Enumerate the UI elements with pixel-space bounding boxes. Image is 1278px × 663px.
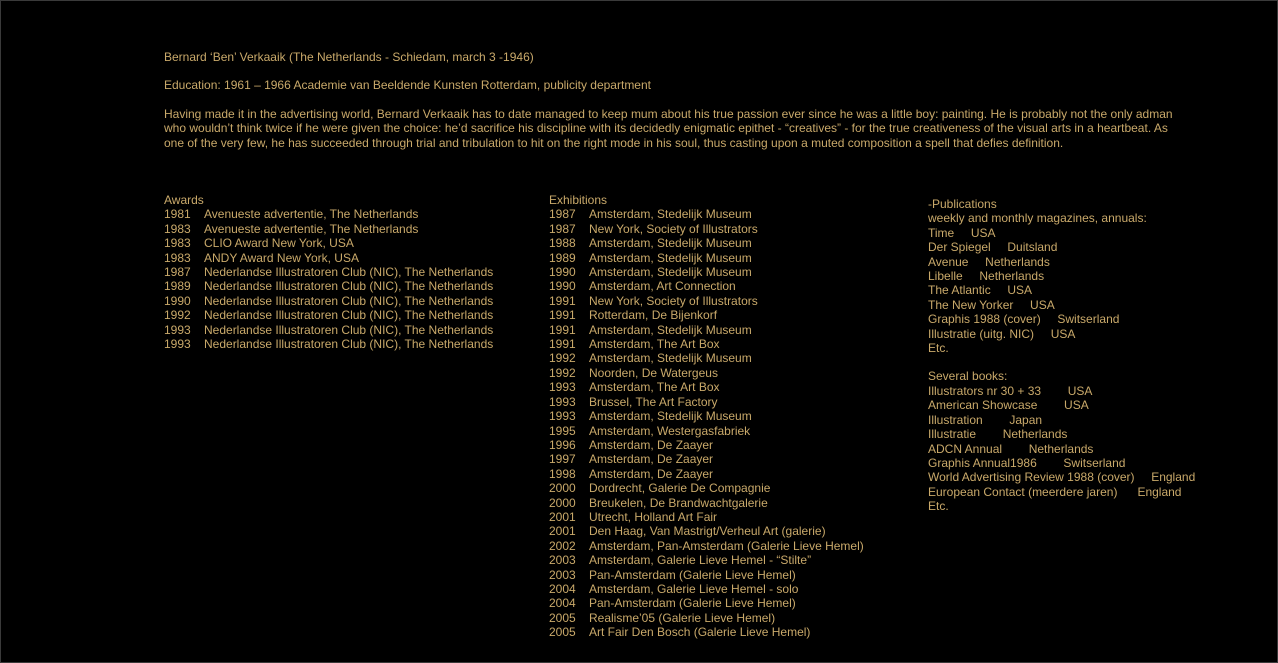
book-item: ADCN Annual Netherlands [928, 441, 1094, 456]
exhibition-row [549, 337, 864, 351]
exhibition-year: 2005 [549, 610, 576, 625]
artist-title: Bernard ‘Ben’ Verkaaik (The Netherlands - Schiedam, march 3 -1946) [164, 50, 534, 64]
exhibition-year: 2001 [549, 524, 576, 539]
award-row [164, 207, 493, 221]
exhibition-text: Utrecht, Holland Art Fair [589, 509, 718, 524]
award-text: Nederlandse Illustratoren Club (NIC), The Netherlands [204, 293, 494, 308]
exhibition-row [549, 553, 864, 567]
exhibition-year: 1995 [549, 423, 576, 438]
exhibition-text: Den Haag, Van Mastrigt/Verheul Art (galerie) [589, 524, 826, 539]
exhibition-text: Amsterdam, De Zaayer [589, 452, 714, 467]
exhibition-row [549, 265, 864, 279]
exhibitions-heading: Exhibitions [549, 193, 608, 207]
exhibition-row [549, 424, 864, 438]
exhibition-year: 1987 [549, 221, 576, 236]
award-year: 1993 [164, 337, 191, 352]
exhibition-text: Amsterdam, Stedelijk Museum [589, 265, 752, 280]
exhibition-row [549, 496, 864, 510]
exhibition-year: 1990 [549, 279, 576, 294]
exhibition-year: 1996 [549, 437, 576, 452]
exhibition-year: 2003 [549, 553, 576, 568]
exhibition-text: Breukelen, De Brandwachtgalerie [589, 495, 768, 510]
exhibition-year: 1997 [549, 452, 576, 467]
award-text: Nederlandse Illustratoren Club (NIC), The Netherlands [204, 337, 494, 352]
book-item: World Advertising Review 1988 (cover) England [928, 470, 1196, 485]
education-line: Education: 1961 – 1966 Academie van Beeldende Kunsten Rotterdam, publicity department [164, 78, 651, 93]
exhibition-row [549, 294, 864, 308]
exhibition-text: Amsterdam, Stedelijk Museum [589, 207, 752, 222]
exhibition-row [549, 539, 864, 553]
award-year: 1983 [164, 250, 191, 265]
exhibition-text: Pan-Amsterdam (Galerie Lieve Hemel) [589, 567, 796, 582]
magazine-item: The New Yorker USA [928, 297, 1055, 312]
publications-column [928, 197, 1195, 514]
award-row [164, 337, 493, 351]
awards-column [164, 193, 493, 351]
exhibition-row [549, 467, 864, 481]
exhibition-year: 2000 [549, 495, 576, 510]
book-item: Illustration Japan [928, 412, 1043, 427]
book-item: American Showcase USA [928, 398, 1089, 413]
award-row [164, 222, 493, 236]
exhibition-year: 1991 [549, 337, 576, 352]
exhibition-row [549, 611, 864, 625]
exhibition-text: New York, Society of Illustrators [589, 293, 758, 308]
exhibition-row [549, 596, 864, 610]
award-year: 1983 [164, 221, 191, 236]
exhibition-text: New York, Society of Illustrators [589, 221, 758, 236]
exhibitions-column [549, 193, 864, 640]
exhibition-year: 1990 [549, 265, 576, 280]
book-item: Graphis Annual1986 Switserland [928, 455, 1126, 470]
award-text: Avenueste advertentie, The Netherlands [204, 221, 419, 236]
magazine-item: Illustratie (uitg. NIC) USA [928, 326, 1076, 341]
exhibition-row [549, 351, 864, 365]
magazine-item: The Atlantic USA [928, 283, 1033, 298]
award-text: Avenueste advertentie, The Netherlands [204, 207, 419, 222]
exhibition-row [549, 452, 864, 466]
exhibition-year: 2004 [549, 581, 576, 596]
exhibition-text: Rotterdam, De Bijenkorf [589, 308, 718, 323]
exhibition-year: 1991 [549, 293, 576, 308]
exhibition-row [549, 251, 864, 265]
exhibition-year: 1991 [549, 308, 576, 323]
exhibition-year: 1989 [549, 250, 576, 265]
exhibition-year: 1993 [549, 394, 576, 409]
award-year: 1983 [164, 236, 191, 251]
exhibition-text: Amsterdam, Pan-Amsterdam (Galerie Lieve Hemel) [589, 538, 864, 553]
award-year: 1992 [164, 308, 191, 323]
exhibition-year: 2001 [549, 509, 576, 524]
magazine-item: Der Spiegel Duitsland [928, 240, 1058, 255]
exhibition-year: 1992 [549, 365, 576, 380]
exhibition-text: Amsterdam, De Zaayer [589, 466, 714, 481]
exhibition-text: Amsterdam, The Art Box [589, 380, 720, 395]
books-list [928, 384, 1195, 514]
award-text: Nederlandse Illustratoren Club (NIC), The Netherlands [204, 322, 494, 337]
exhibition-year: 1993 [549, 380, 576, 395]
exhibition-text: Noorden, De Watergeus [589, 365, 718, 380]
awards-list [164, 207, 493, 351]
exhibition-year: 1993 [549, 409, 576, 424]
award-text: Nederlandse Illustratoren Club (NIC), The Netherlands [204, 265, 494, 280]
award-text: CLIO Award New York, USA [204, 236, 354, 251]
exhibition-row [549, 438, 864, 452]
exhibition-row [549, 366, 864, 380]
award-row [164, 236, 493, 250]
exhibition-text: Amsterdam, Galerie Lieve Hemel - solo [589, 581, 799, 596]
magazines-list [928, 226, 1195, 356]
exhibition-year: 1991 [549, 322, 576, 337]
exhibition-year: 1988 [549, 236, 576, 251]
exhibitions-list [549, 207, 864, 639]
exhibition-text: Amsterdam, Stedelijk Museum [589, 322, 752, 337]
book-item: European Contact (meerdere jaren) England [928, 484, 1182, 499]
exhibition-year: 2005 [549, 625, 576, 640]
books-heading: Several books: [928, 369, 1008, 384]
award-row [164, 251, 493, 265]
magazine-item: Etc. [928, 341, 949, 356]
exhibition-row [549, 481, 864, 495]
award-row [164, 323, 493, 337]
book-item: Illustrators nr 30 + 33 USA [928, 383, 1093, 398]
exhibition-row [549, 222, 864, 236]
exhibition-text: Amsterdam, Art Connection [589, 279, 736, 294]
exhibition-row [549, 207, 864, 221]
award-row [164, 279, 493, 293]
exhibition-year: 2000 [549, 481, 576, 496]
magazine-item: Libelle Netherlands [928, 269, 1045, 284]
book-item: Etc. [928, 499, 949, 514]
magazine-item: Avenue Netherlands [928, 254, 1050, 269]
exhibition-row [549, 395, 864, 409]
award-year: 1990 [164, 293, 191, 308]
award-text: ANDY Award New York, USA [204, 250, 359, 265]
exhibition-row [549, 568, 864, 582]
exhibition-row [549, 308, 864, 322]
exhibition-text: Realisme’05 (Galerie Lieve Hemel) [589, 610, 776, 625]
award-year: 1989 [164, 279, 191, 294]
exhibition-year: 2004 [549, 596, 576, 611]
exhibition-year: 1992 [549, 351, 576, 366]
award-row [164, 265, 493, 279]
exhibition-year: 1987 [549, 207, 576, 222]
exhibition-year: 1998 [549, 466, 576, 481]
awards-heading: Awards [164, 193, 204, 207]
exhibition-text: Amsterdam, Stedelijk Museum [589, 250, 752, 265]
exhibition-year: 2003 [549, 567, 576, 582]
bio-section [164, 50, 1204, 150]
award-text: Nederlandse Illustratoren Club (NIC), The Netherlands [204, 279, 494, 294]
exhibition-row [549, 625, 864, 639]
exhibition-text: Amsterdam, De Zaayer [589, 437, 714, 452]
exhibition-row [549, 409, 864, 423]
exhibition-row [549, 279, 864, 293]
exhibition-row [549, 510, 864, 524]
bio-paragraph: Having made it in the advertising world, Bernard Verkaaik has to date managed to keep mum about his true passion ever since he was a little boy: painting. He is probably not the only adman who wouldn’t think twice if he were given the choice: he’d sacrifice his discipline with its decidedly enigmatic epithet - “creatives” - for the true creativeness of the visual arts in a heartbeat. As one of the very few, he has succeeded through trial and tribulation to hit on the right mode in his soul, thus casting upon a muted composition a spell that defies definition. [164, 106, 1173, 150]
award-year: 1987 [164, 265, 191, 280]
exhibition-row [549, 380, 864, 394]
exhibition-text: Amsterdam, Stedelijk Museum [589, 236, 752, 251]
exhibition-text: Amsterdam, The Art Box [589, 337, 720, 352]
exhibition-row [549, 323, 864, 337]
exhibition-text: Amsterdam, Galerie Lieve Hemel - “Stilte” [589, 553, 812, 568]
exhibition-text: Amsterdam, Stedelijk Museum [589, 351, 752, 366]
magazine-item: Graphis 1988 (cover) Switserland [928, 312, 1120, 327]
exhibition-year: 2002 [549, 538, 576, 553]
exhibition-text: Amsterdam, Stedelijk Museum [589, 409, 752, 424]
award-year: 1993 [164, 322, 191, 337]
publications-subheading: weekly and monthly magazines, annuals: [928, 211, 1147, 226]
exhibition-text: Pan-Amsterdam (Galerie Lieve Hemel) [589, 596, 796, 611]
exhibition-text: Dordrecht, Galerie De Compagnie [589, 481, 771, 496]
magazine-item: Time USA [928, 225, 996, 240]
exhibition-row [549, 582, 864, 596]
award-year: 1981 [164, 207, 191, 222]
award-row [164, 294, 493, 308]
exhibition-row [549, 524, 864, 538]
exhibition-text: Art Fair Den Bosch (Galerie Lieve Hemel) [589, 625, 811, 640]
publications-heading: -Publications [928, 197, 997, 211]
book-item: Illustratie Netherlands [928, 427, 1068, 442]
award-text: Nederlandse Illustratoren Club (NIC), The Netherlands [204, 308, 494, 323]
award-row [164, 308, 493, 322]
exhibition-row [549, 236, 864, 250]
exhibition-text: Amsterdam, Westergasfabriek [589, 423, 751, 438]
exhibition-text: Brussel, The Art Factory [589, 394, 718, 409]
